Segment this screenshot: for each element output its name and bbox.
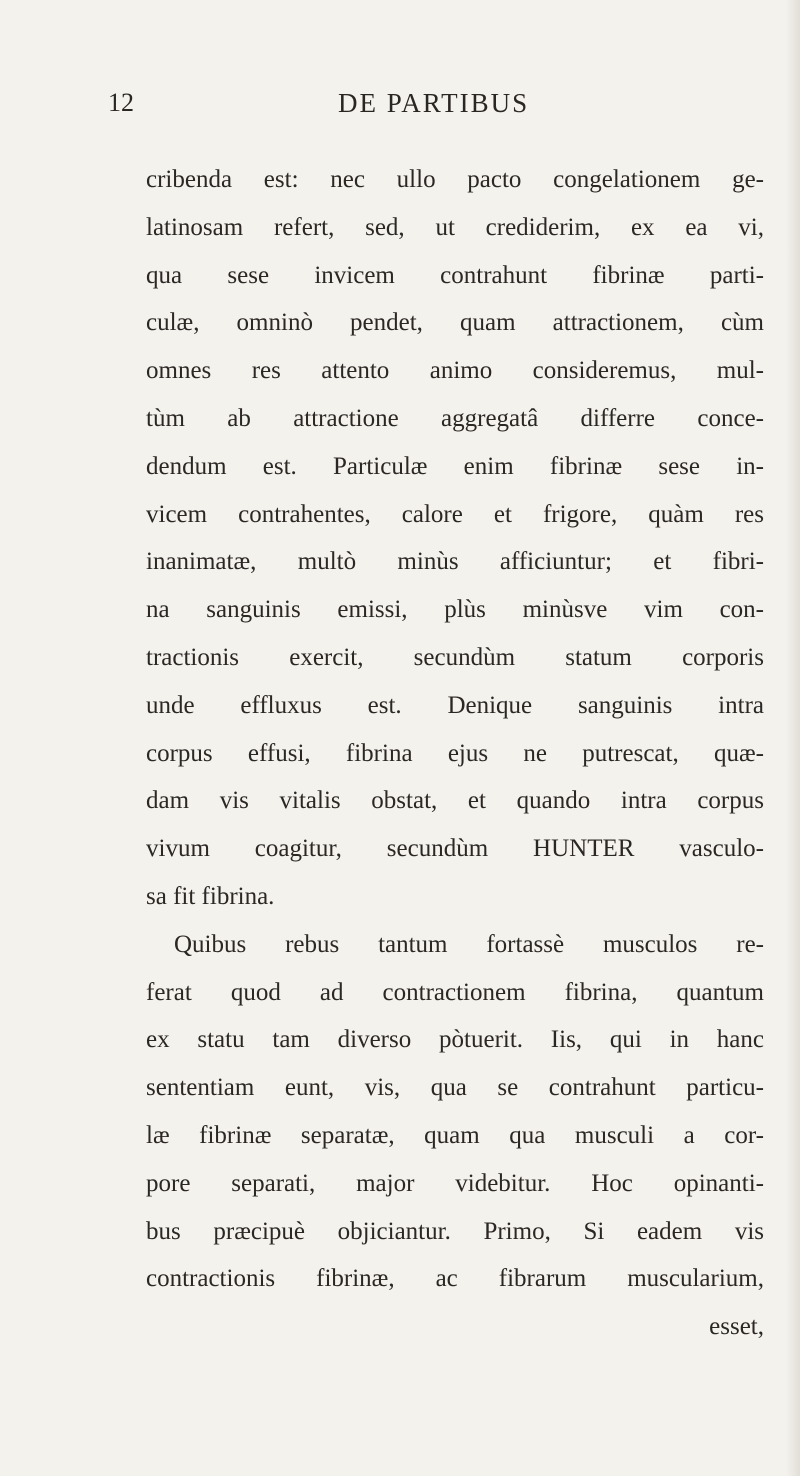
- page-header: [108, 88, 688, 128]
- text-line: vivum coagitur, secundùm HUNTER vasculo-: [146, 835, 764, 863]
- text-line: sa fit fibrina.: [146, 882, 275, 910]
- text-line: dam vis vitalis obstat, et quando intra corpus: [146, 787, 764, 815]
- text-line: unde effluxus est. Denique sanguinis intra: [146, 691, 764, 719]
- text-line: qua sese invicem contrahunt fibrinæ parti-: [146, 261, 764, 289]
- text-line: na sanguinis emissi, plùs minùsve vim con-: [146, 596, 764, 624]
- text-line: tractionis exercit, secundùm statum corporis: [146, 643, 764, 671]
- catchword: esset,: [709, 1313, 764, 1341]
- text-line: tùm ab attractione aggregatâ differre conce-: [146, 404, 764, 432]
- text-line: culæ, omninò pendet, quam attractionem, cùm: [146, 309, 764, 337]
- text-line: inanimatæ, multò minùs afficiuntur; et fibri-: [146, 548, 764, 576]
- text-line: pore separati, major videbitur. Hoc opinanti-: [146, 1169, 764, 1197]
- text-line: cribenda est: nec ullo pacto congelationem ge-: [146, 166, 764, 193]
- text-line: vicem contrahentes, calore et frigore, quàm res: [146, 500, 764, 528]
- text-line: omnes res attento animo consideremus, mul-: [146, 357, 764, 385]
- text-line: latinosam refert, sed, ut crediderim, ex ea vi,: [146, 213, 764, 241]
- text-line: ferat quod ad contractionem fibrina, quantum: [146, 978, 764, 1006]
- page-number: 12: [108, 88, 134, 117]
- text-line: sententiam eunt, vis, qua se contrahunt particu-: [146, 1074, 764, 1102]
- text-line: Quibus rebus tantum fortassè musculos re-: [174, 930, 764, 958]
- text-line: corpus effusi, fibrina ejus ne putrescat, quæ-: [146, 739, 764, 767]
- running-head: DE PARTIBUS: [338, 88, 530, 118]
- text-line: dendum est. Particulæ enim fibrinæ sese in-: [146, 452, 764, 480]
- text-line: læ fibrinæ separatæ, quam qua musculi a cor-: [146, 1121, 764, 1149]
- text-line: contractionis fibrinæ, ac fibrarum muscularium,: [146, 1265, 764, 1293]
- text-line: ex statu tam diverso pòtuerit. Iis, qui in hanc: [146, 1026, 764, 1054]
- body-text: [146, 156, 764, 1351]
- text-line: bus præcipuè objiciantur. Primo, Si eadem vis: [146, 1217, 764, 1245]
- page-edge-shadow: [786, 0, 800, 1476]
